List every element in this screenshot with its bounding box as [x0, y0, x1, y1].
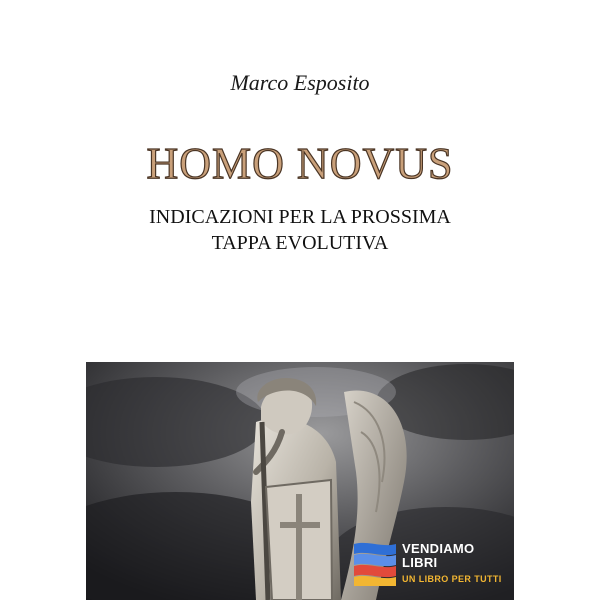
book-title: HOMO NOVUS [146, 139, 454, 188]
publisher-name [402, 542, 474, 570]
publisher-tagline: UN LIBRO PER TUTTI [402, 574, 502, 584]
publisher-name-line-1: VENDIAMO [402, 541, 475, 556]
striped-flag-icon [354, 540, 396, 586]
subtitle-line-2: TAPPA EVOLUTIVA [211, 232, 389, 254]
subtitle-line-1: INDICAZIONI PER LA PROSSIMA [149, 206, 451, 228]
author-name: Marco Esposito [230, 70, 370, 95]
book-subtitle [86, 204, 514, 256]
publisher-logo [354, 540, 504, 592]
publisher-name-line-2: LIBRI [402, 555, 438, 570]
cover-artwork [86, 362, 514, 600]
book-cover [86, 0, 514, 600]
